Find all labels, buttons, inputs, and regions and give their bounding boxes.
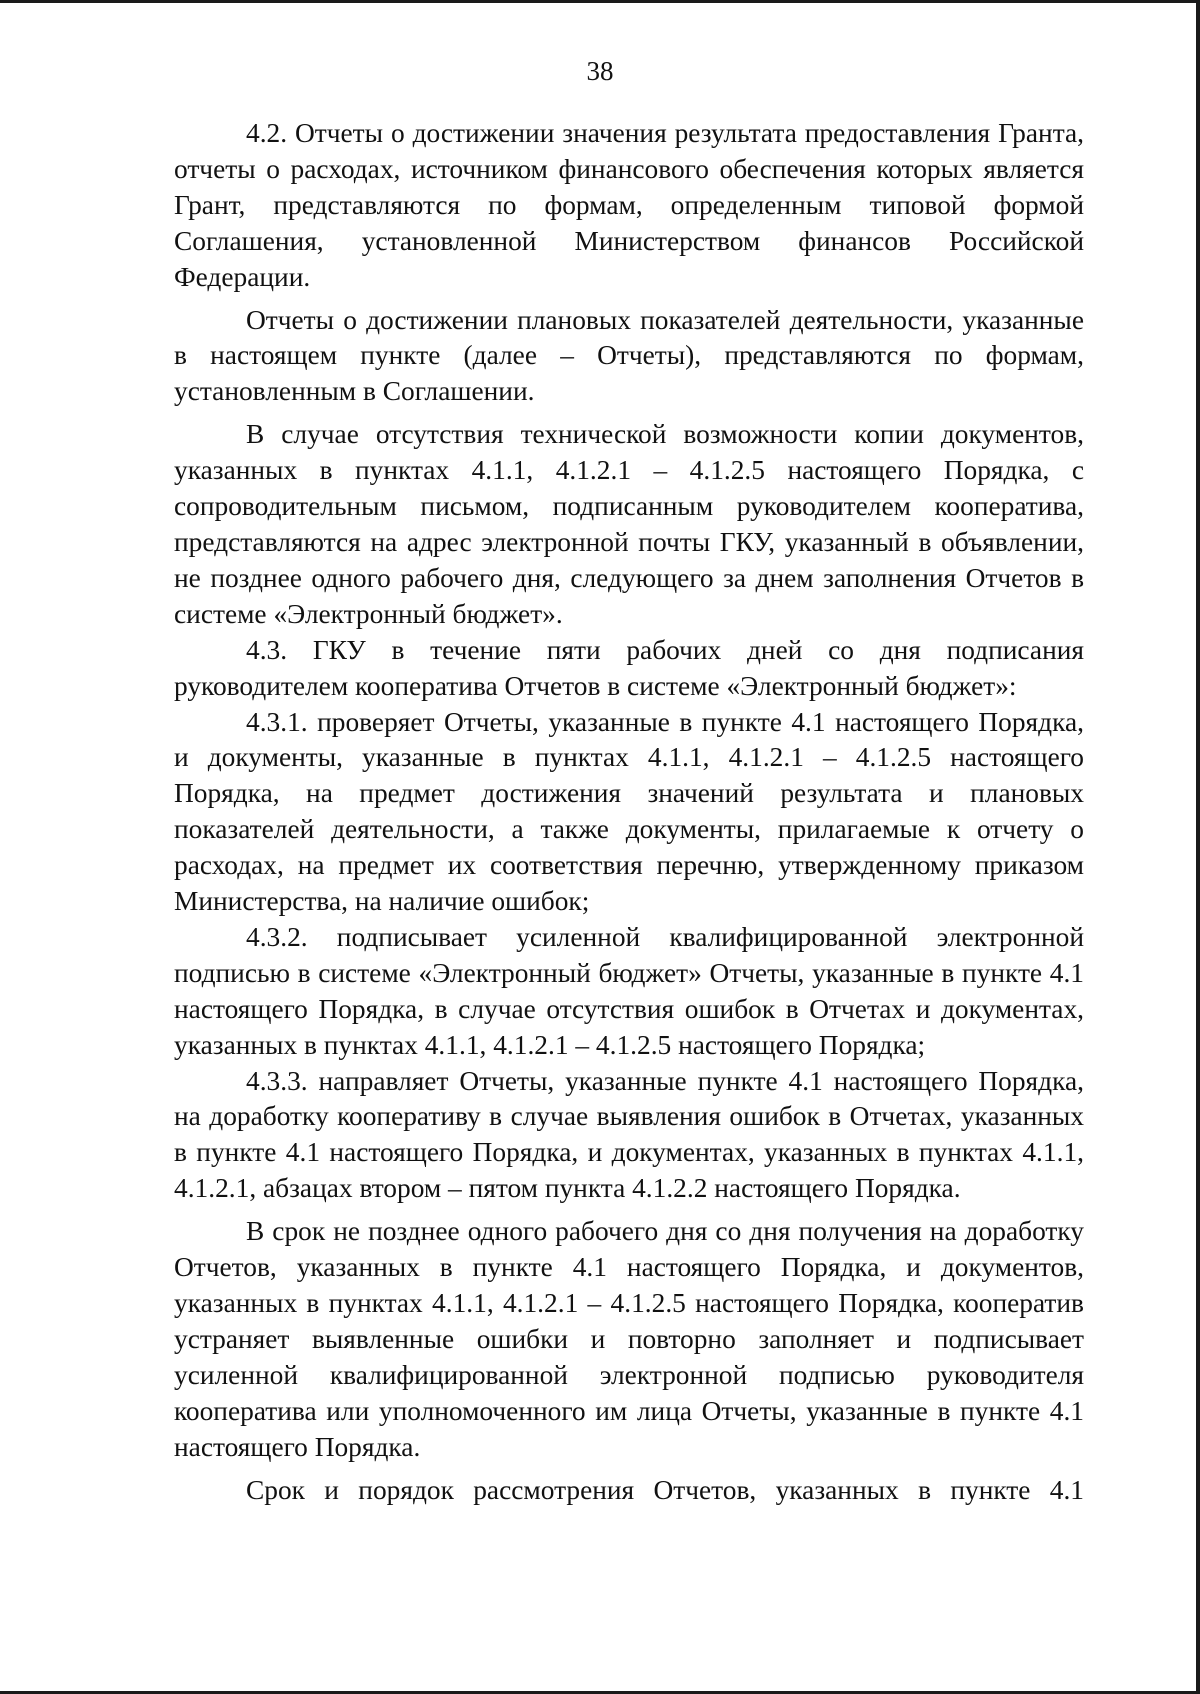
scan-edge-right [1196, 0, 1200, 1694]
paragraph-no-technical-possibility: В случае отсутствия технической возможности копии документов, указанных в пунктах 4.1.1, 4.1.2.1 – 4.1.2.5 настоящего Порядка, с сопроводительным письмом, подписанным руководителем кооператива, представляются на адрес электронной почты ГКУ, указанный в объявлении, не позднее одного рабочего дня, следующего за днем заполнения Отчетов в системе «Электронный бюджет». [174, 419, 1084, 629]
paragraph-4-2: 4.2. Отчеты о достижении значения результата предоставления Гранта, отчеты о расходах, источником финансового обеспечения которых является Грант, представляются по формам, определенным типовой формой Соглашения, установленной Министерством финансов Российской Федерации. [174, 118, 1084, 292]
scan-edge-top [0, 0, 1200, 3]
paragraph-4-3-1: 4.3.1. проверяет Отчеты, указанные в пункте 4.1 настоящего Порядка, и документы, указанные в пунктах 4.1.1, 4.1.2.1 – 4.1.2.5 настоящего Порядка, на предмет достижения значений результата и плановых показателей деятельности, а также документы, прилагаемые к отчету о расходах, на предмет их соответствия перечню, утвержденному приказом Министерства, на наличие ошибок; [174, 706, 1084, 917]
paragraph-4-3-3: 4.3.3. направляет Отчеты, указанные пункте 4.1 настоящего Порядка, на доработку кооперативу в случае выявления ошибок в Отчетах, указанных в пункте 4.1 настоящего Порядка, и документах, указанных в пунктах 4.1.1, 4.1.2.1, абзацах втором – пятом пункта 4.1.2.2 настоящего Порядка. [174, 1065, 1084, 1204]
paragraph-review-term: Срок и порядок рассмотрения Отчетов, указанных в пункте 4.1 [246, 1474, 1084, 1505]
page-number: 38 [586, 56, 614, 86]
paragraph-4-3: 4.3. ГКУ в течение пяти рабочих дней со дня подписания руководителем кооператива Отчетов в системе «Электронный бюджет»: [174, 634, 1084, 701]
paragraph-4-3-2: 4.3.2. подписывает усиленной квалифицированной электронной подписью в системе «Электронный бюджет» Отчеты, указанные в пункте 4.1 настоящего Порядка, в случае отсутствия ошибок в Отчетах и документах, указанных в пунктах 4.1.1, 4.1.2.1 – 4.1.2.5 настоящего Порядка; [174, 921, 1084, 1060]
document-body [174, 116, 1084, 1508]
paragraph-revision-deadline: В срок не позднее одного рабочего дня со дня получения на доработку Отчетов, указанных в пункте 4.1 настоящего Порядка, и документов, указанных в пунктах 4.1.1, 4.1.2.1 – 4.1.2.5 настоящего Порядка, кооператив устраняет выявленные ошибки и повторно заполняет и подписывает усиленной квалифицированной электронной подписью руководителя кооператива или уполномоченного им лица Отчеты, указанные в пункте 4.1 настоящего Порядка. [174, 1216, 1084, 1462]
paragraph-reports-planned-indicators: Отчеты о достижении плановых показателей деятельности, указанные в настоящем пункте (далее – Отчеты), представляются по формам, установленным в Соглашении. [174, 304, 1084, 407]
